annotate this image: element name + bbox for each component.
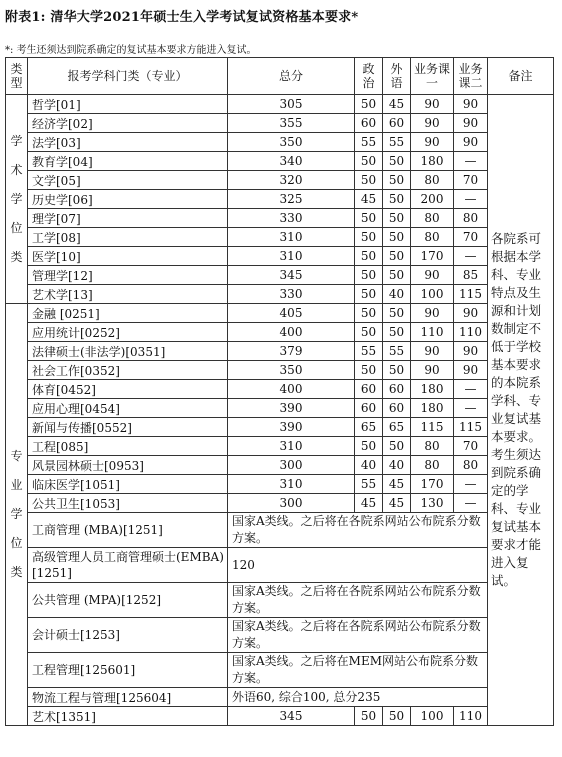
subject-cell: 工学[08] [28, 228, 228, 247]
page-title: 附表1: 清华大学2021年硕士生入学考试复试资格基本要求* [5, 10, 359, 25]
course1-cell: 130 [411, 494, 454, 513]
course2-cell: — [454, 190, 488, 209]
subject-cell: 应用统计[0252] [28, 323, 228, 342]
table-row [6, 513, 554, 548]
course2-cell: 115 [454, 418, 488, 437]
total-cell: 345 [228, 707, 355, 726]
foreign-cell: 45 [383, 475, 411, 494]
table-row [6, 266, 554, 285]
course1-cell: 80 [411, 209, 454, 228]
foreign-cell: 40 [383, 456, 411, 475]
total-cell: 400 [228, 323, 355, 342]
politics-cell: 45 [355, 494, 383, 513]
total-cell: 330 [228, 285, 355, 304]
subject-cell: 文学[05] [28, 171, 228, 190]
foreign-cell: 50 [383, 707, 411, 726]
total-cell: 305 [228, 95, 355, 114]
course2-cell: 115 [454, 285, 488, 304]
course1-cell: 80 [411, 456, 454, 475]
politics-cell: 50 [355, 266, 383, 285]
subject-cell: 应用心理[0454] [28, 399, 228, 418]
foreign-cell: 45 [383, 95, 411, 114]
course2-cell: 70 [454, 228, 488, 247]
score-note-cell: 国家A类线。之后将在MEM网站公布院系分数方案。 [228, 653, 488, 688]
table-row [6, 380, 554, 399]
subject-cell: 工程[085] [28, 437, 228, 456]
course1-cell: 100 [411, 285, 454, 304]
foreign-cell: 50 [383, 228, 411, 247]
total-cell: 310 [228, 228, 355, 247]
total-cell: 400 [228, 380, 355, 399]
politics-cell: 50 [355, 361, 383, 380]
footnote: *: 考生还须达到院系确定的复试基本要求方能进入复试。 [5, 45, 257, 56]
course1-cell: 90 [411, 133, 454, 152]
total-cell: 310 [228, 437, 355, 456]
type-academic: 学术学位类 [6, 95, 28, 304]
politics-cell: 50 [355, 323, 383, 342]
course2-cell: 80 [454, 456, 488, 475]
course2-cell: 80 [454, 209, 488, 228]
politics-cell: 40 [355, 456, 383, 475]
course1-cell: 80 [411, 228, 454, 247]
requirements-table [5, 57, 554, 726]
table-row [6, 342, 554, 361]
course1-cell: 90 [411, 95, 454, 114]
politics-cell: 60 [355, 114, 383, 133]
table-row [6, 688, 554, 707]
header-row [6, 58, 554, 95]
politics-cell: 60 [355, 399, 383, 418]
politics-cell: 65 [355, 418, 383, 437]
header-remark: 备注 [488, 58, 554, 95]
course1-cell: 90 [411, 361, 454, 380]
course2-cell: 85 [454, 266, 488, 285]
table-row [6, 437, 554, 456]
table-row [6, 285, 554, 304]
score-note-cell: 国家A类线。之后将在各院系网站公布院系分数方案。 [228, 583, 488, 618]
table-row [6, 475, 554, 494]
course1-cell: 170 [411, 475, 454, 494]
total-cell: 405 [228, 304, 355, 323]
subject-cell: 体育[0452] [28, 380, 228, 399]
subject-cell: 经济学[02] [28, 114, 228, 133]
course1-cell: 170 [411, 247, 454, 266]
course1-cell: 100 [411, 707, 454, 726]
foreign-cell: 50 [383, 361, 411, 380]
total-cell: 325 [228, 190, 355, 209]
politics-cell: 50 [355, 707, 383, 726]
course2-cell: 90 [454, 95, 488, 114]
total-cell: 300 [228, 494, 355, 513]
foreign-cell: 50 [383, 304, 411, 323]
course2-cell: 90 [454, 114, 488, 133]
header-course1: 业务课一 [411, 58, 454, 95]
politics-cell: 50 [355, 247, 383, 266]
score-note-cell: 外语60, 综合100, 总分235 [228, 688, 488, 707]
score-note-cell: 国家A类线。之后将在各院系网站公布院系分数方案。 [228, 513, 488, 548]
foreign-cell: 55 [383, 133, 411, 152]
header-politics: 政治 [355, 58, 383, 95]
course1-cell: 90 [411, 342, 454, 361]
politics-cell: 50 [355, 228, 383, 247]
table-row [6, 548, 554, 583]
header-type: 类型 [6, 58, 28, 95]
politics-cell: 50 [355, 209, 383, 228]
total-cell: 350 [228, 133, 355, 152]
foreign-cell: 50 [383, 247, 411, 266]
header-total: 总分 [228, 58, 355, 95]
course2-cell: — [454, 152, 488, 171]
foreign-cell: 55 [383, 342, 411, 361]
course2-cell: — [454, 247, 488, 266]
politics-cell: 50 [355, 95, 383, 114]
total-cell: 340 [228, 152, 355, 171]
foreign-cell: 50 [383, 209, 411, 228]
subject-cell: 哲学[01] [28, 95, 228, 114]
course2-cell: — [454, 475, 488, 494]
subject-cell: 社会工作[0352] [28, 361, 228, 380]
subject-cell: 艺术学[13] [28, 285, 228, 304]
foreign-cell: 45 [383, 494, 411, 513]
subject-cell: 工商管理 (MBA)[1251] [28, 513, 228, 548]
subject-cell: 风景园林硕士[0953] [28, 456, 228, 475]
course2-cell: 90 [454, 304, 488, 323]
politics-cell: 60 [355, 380, 383, 399]
politics-cell: 55 [355, 133, 383, 152]
foreign-cell: 65 [383, 418, 411, 437]
politics-cell: 55 [355, 342, 383, 361]
subject-cell: 高级管理人员工商管理硕士(EMBA)[1251] [28, 548, 228, 583]
subject-cell: 理学[07] [28, 209, 228, 228]
course1-cell: 180 [411, 399, 454, 418]
course1-cell: 90 [411, 114, 454, 133]
table-row [6, 114, 554, 133]
table-row [6, 323, 554, 342]
subject-cell: 艺术[1351] [28, 707, 228, 726]
table-row [6, 707, 554, 726]
course1-cell: 180 [411, 152, 454, 171]
course1-cell: 180 [411, 380, 454, 399]
politics-cell: 50 [355, 285, 383, 304]
total-cell: 330 [228, 209, 355, 228]
table-row [6, 95, 554, 114]
course2-cell: — [454, 380, 488, 399]
subject-cell: 公共卫生[1053] [28, 494, 228, 513]
total-cell: 345 [228, 266, 355, 285]
table-body [6, 95, 554, 726]
course1-cell: 90 [411, 266, 454, 285]
header-course2: 业务课二 [454, 58, 488, 95]
course2-cell: 70 [454, 437, 488, 456]
score-note-cell: 120 [228, 548, 488, 583]
subject-cell: 临床医学[1051] [28, 475, 228, 494]
table-row [6, 304, 554, 323]
course2-cell: 110 [454, 707, 488, 726]
subject-cell: 金融 [0251] [28, 304, 228, 323]
subject-cell: 医学[10] [28, 247, 228, 266]
total-cell: 390 [228, 418, 355, 437]
subject-cell: 历史学[06] [28, 190, 228, 209]
course1-cell: 80 [411, 437, 454, 456]
header-subject: 报考学科门类（专业） [28, 58, 228, 95]
course1-cell: 90 [411, 304, 454, 323]
course2-cell: 70 [454, 171, 488, 190]
subject-cell: 公共管理 (MPA)[1252] [28, 583, 228, 618]
course1-cell: 115 [411, 418, 454, 437]
table-row [6, 399, 554, 418]
foreign-cell: 50 [383, 190, 411, 209]
subject-cell: 新闻与传播[0552] [28, 418, 228, 437]
politics-cell: 50 [355, 304, 383, 323]
foreign-cell: 60 [383, 399, 411, 418]
total-cell: 355 [228, 114, 355, 133]
foreign-cell: 50 [383, 171, 411, 190]
subject-cell: 物流工程与管理[125604] [28, 688, 228, 707]
subject-cell: 会计硕士[1253] [28, 618, 228, 653]
table-row [6, 456, 554, 475]
table-row [6, 228, 554, 247]
total-cell: 300 [228, 456, 355, 475]
foreign-cell: 50 [383, 152, 411, 171]
foreign-cell: 60 [383, 380, 411, 399]
table-row [6, 152, 554, 171]
politics-cell: 45 [355, 190, 383, 209]
total-cell: 310 [228, 247, 355, 266]
table-row [6, 418, 554, 437]
total-cell: 379 [228, 342, 355, 361]
subject-cell: 管理学[12] [28, 266, 228, 285]
subject-cell: 法律硕士(非法学)[0351] [28, 342, 228, 361]
subject-cell: 法学[03] [28, 133, 228, 152]
foreign-cell: 50 [383, 437, 411, 456]
politics-cell: 55 [355, 475, 383, 494]
table-row [6, 190, 554, 209]
subject-cell: 教育学[04] [28, 152, 228, 171]
header-foreign: 外语 [383, 58, 411, 95]
foreign-cell: 40 [383, 285, 411, 304]
foreign-cell: 50 [383, 266, 411, 285]
course1-cell: 200 [411, 190, 454, 209]
table-row [6, 361, 554, 380]
table-row [6, 247, 554, 266]
score-note-cell: 国家A类线。之后将在各院系网站公布院系分数方案。 [228, 618, 488, 653]
politics-cell: 50 [355, 171, 383, 190]
course1-cell: 80 [411, 171, 454, 190]
politics-cell: 50 [355, 437, 383, 456]
table-row [6, 618, 554, 653]
total-cell: 320 [228, 171, 355, 190]
course1-cell: 110 [411, 323, 454, 342]
foreign-cell: 50 [383, 323, 411, 342]
table-row [6, 653, 554, 688]
course2-cell: 90 [454, 342, 488, 361]
course2-cell: 110 [454, 323, 488, 342]
foreign-cell: 60 [383, 114, 411, 133]
subject-cell: 工程管理[125601] [28, 653, 228, 688]
course2-cell: — [454, 494, 488, 513]
total-cell: 350 [228, 361, 355, 380]
total-cell: 310 [228, 475, 355, 494]
table-row [6, 583, 554, 618]
course2-cell: 90 [454, 133, 488, 152]
table-row [6, 171, 554, 190]
table-row [6, 494, 554, 513]
course2-cell: 90 [454, 361, 488, 380]
total-cell: 390 [228, 399, 355, 418]
table-row [6, 209, 554, 228]
type-professional: 专业学位类 [6, 304, 28, 726]
table-row [6, 133, 554, 152]
course2-cell: — [454, 399, 488, 418]
remark-cell: 各院系可根据本学科、专业特点及生源和计划数制定不低于学校基本要求的本院系学科、专业复试基本要求。考生须达到院系确定的学科、专业复试基本要求才能进入复试。 [488, 95, 554, 726]
politics-cell: 50 [355, 152, 383, 171]
